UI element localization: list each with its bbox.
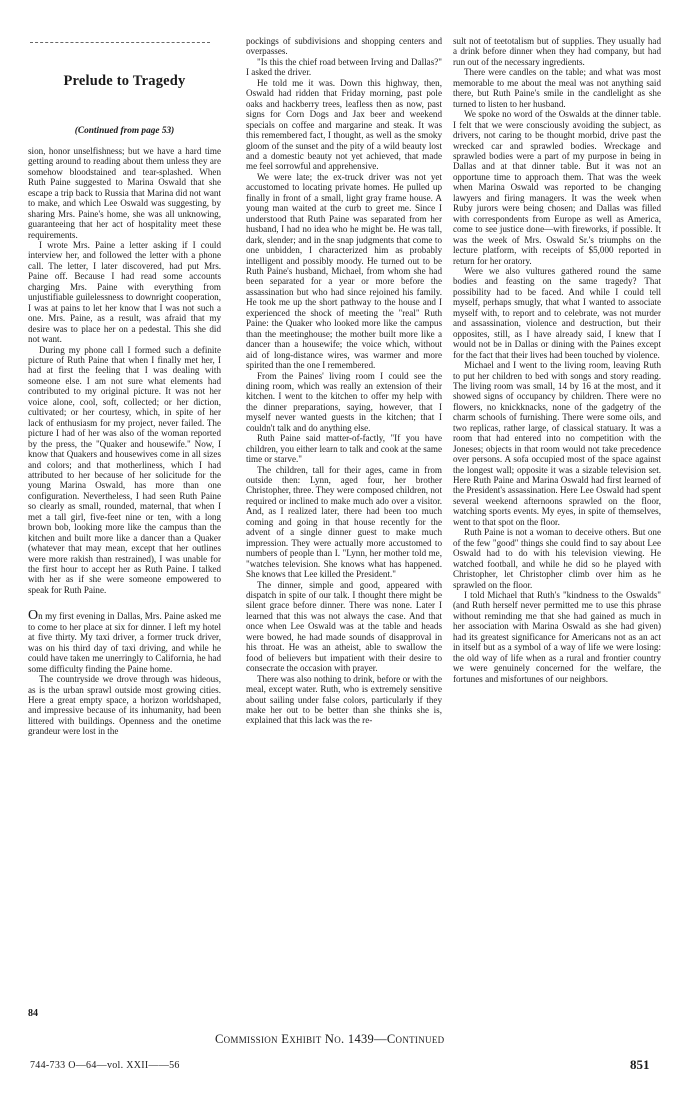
paragraph: The countryside we drove through was hideous, as is the urban sprawl outside most growing cities. Here a great empty space, a horizon worldshaped, and impressive because of its inhumanity, had been littered with buildings. Openness and the onetime grandeur were lost in the [28, 674, 221, 737]
paragraph: There were candles on the table; and what was most memorable to me about the meal was not anything said there, but Ruth Paine's smile in the candlelight as she turned to listen to her husband. [453, 67, 661, 109]
page-number: 851 [630, 1057, 650, 1072]
paragraph: The children, tall for their ages, came in from outside then: Lynn, aged four, her brother Christopher, three. They were composed children, not required or inclined to make much ado over a visitor. And, as I realized later, there had been too much coming and going in that house recently for the advent of a single dinner guest to make much impression. They were actually more accustomed to numbers of people than I. "Lynn, her mother told me, "watches television. She knows what has happened. She knows that Lee killed the President." [246, 464, 442, 580]
paragraph: Ruth Paine said matter-of-factly, "If you have children, you either learn to talk and cook at the same time or starve." [246, 433, 442, 465]
paragraph: He told me it was. Down this highway, then, Oswald had ridden that Friday morning, past pole oaks and hackberry trees, leafless then as now, past signs for Corn Dogs and Jax beer and weekend specials on coffee and margarine and steak. It was this remembered fact, I thought, as well as the smoky gloom of the sunset and the pity of a wild beauty lost and a domestic beauty not yet achieved, that made me feel sorrowful and apprehensive. [246, 77, 442, 172]
column-right [453, 36, 661, 1026]
paragraph: There was also nothing to drink, before or with the meal, except water. Ruth, who is extremely sensitive about sailing under false colors, particularly if they make her out to be better than she thinks she is, explained that this lack was the re- [246, 673, 442, 726]
paragraph: During my phone call I formed such a definite picture of Ruth Paine that when I finally met her, I had at first the feeling that I was dealing with someone else. I am not sure what elements had contributed to my original picture. It was not her voice alone, cool, soft, collected; or her diction, cultivated; or her courtesy, which, in spite of her lack of enthusiasm for my project, never failed. The picture I had of her was also of the woman reported by the press, the "Quaker and housewife." Now, I know that Quakers and housewives come in all sizes and colors; and that motherliness, which I had attributed to her because of her solicitude for the young Marina Oswald, has more than one configuration. Nevertheless, I had seen Ruth Paine so clearly as small, rounded, maternal, that when I met a tall girl, five-feet nine or ten, with a long brown bob, looking more like the campus than the kitchen and built more like a dancer than a Quaker (whatever that may mean, except that her outlines were more rakish than restrained), I was unable for the first hour to accept her as Ruth Paine. I talked with her as if she were someone empowered to speak for Ruth Paine. [28, 344, 221, 595]
paragraph: "Is this the chief road between Irving and Dallas?" I asked the driver. [246, 56, 442, 78]
paragraph: sion, honor unselfishness; but we have a hard time getting around to reading about them unless they are somehow bloodstained and tear-splashed. When Ruth Paine suggested to Marina Oswald that she escape a trip back to Russia that Marina did not want to make, and which Lee Oswald was suggesting, by sharing Mrs. Paine's home, she was all unknowing, guaranteeing that her act of hospitality meet these requirements. [28, 145, 221, 240]
paragraph: pockings of subdivisions and shopping centers and overpasses. [246, 36, 442, 57]
paragraph: Michael and I went to the living room, leaving Ruth to put her children to bed with songs and story reading. The living room was small, 14 by 16 at the most, and it showed signs of occupancy by children. There were no flowers, no knickknacks, none of the gadgetry of the charm schools of furnishing. There were some oils, and two replicas, rather large, of classical statuary. It was a room that had entered into no competition with the Joneses; objects in that room would not take precedence over persons. A sofa occupied most of the space against the longest wall; opposite it was a sizable television set. Here Ruth Paine and Marina Oswald had first learned of the President's assassination. Here Lee Oswald had spent several weekend afternoons sprawled on the floor, watching sports events. My eyes, in spite of themselves, went to that spot on the floor. [453, 360, 661, 527]
paragraph: The dinner, simple and good, appeared with dispatch in spite of our talk. I thought there might be silent grace before dinner. There was none. Later I learned that this was not always the case. And that once when Lee Oswald was at the table and heads were bowed, he had made sounds of disapproval in his throat. He was an atheist, able to swallow the food of believers but impatient with their desire to consecrate the occasion with prayer. [246, 579, 442, 674]
print-line: 744-733 O—64—vol. XXII——56 [30, 1060, 180, 1071]
paragraph: sult not of teetotalism but of supplies. They usually had a drink before dinner when they had company, but had run out of the necessary ingredients. [453, 36, 661, 67]
paragraph: Ruth Paine is not a woman to deceive others. But one of the few "good" things she could find to say about Lee Oswald had to do with his television viewing. He watched football, and while he did so he played with Christopher, let Christopher climb over him as he sprawled on the floor. [453, 527, 661, 590]
paragraph: I told Michael that Ruth's "kindness to the Oswalds" (and Ruth herself never permitted me to use this phrase without reminding me that she had gained as much in her association with Marina Oswald as she had given) had its greatest significance for Americans not as an act in itself but as a symbol of a way of life we were losing: the old way of life when as a rural and frontier country we were genuinely concerned for the welfare, the fortunes and misfortunes of our neighbors. [453, 590, 661, 684]
paragraph: We were late; the ex-truck driver was not yet accustomed to locating private homes. He pulled up finally in front of a small, light gray frame house. A young man waited at the curb to greet me. Since I understood that Ruth Paine was separated from her husband, I had no idea who he might be. He was tall, dark, slender; and in the snap judgments that come to one unbidden, I characterized him as probably intelligent and possibly moody. He turned out to be Ruth Paine's husband, Michael, from whom she had been separated for a year or more before the assassination but who had since rejoined his family. He took me up the short pathway to the house and I experienced the shock of meeting the "real" Ruth Paine: the Quaker who looked more like the campus than the meetinghouse; the mother built more like a dancer than a housewife; the voice which, without aid of long-distance wires, was warmer and more spirited than the one I remembered. [246, 171, 442, 371]
paragraph: From the Paines' living room I could see the dining room, which was really an extension of their kitchen. I went to the kitchen to offer my help with the dinner preparations, saying, however, that I myself never wanted guests in the kitchen; that I couldn't talk and do anything else. [246, 370, 442, 433]
paragraph: I wrote Mrs. Paine a letter asking if I could interview her, and followed the letter with a phone call. The letter, I later discovered, had put Mrs. Paine off. Because I had read some accounts charging Mrs. Paine with everything from unjustifiable guilelessness to downright cooperation, I was at pains to let her know that I was not such a one. Mrs. Paine, as a result, was afraid that my desire was to place her on a pedestal. This she did not want. [28, 239, 221, 345]
magazine-page-number: 84 [28, 1008, 38, 1019]
continued-note: (Continued from page 53) [74, 126, 175, 137]
paragraph: Were we also vultures gathered round the same bodies and feasting on the same tragedy? That possibility had to be faced. And while I could tell myself, perhaps smugly, that what I wanted to associate myself with, to report and to celebrate, was not murder and assassination, violence and destruction, but their opposites, still, as I have already said, I knew that I would not be in Dallas or dining with the Paines except for the fact that their lives had been touched by violence. [453, 265, 661, 360]
column-middle [246, 36, 442, 1026]
paragraph: On my first evening in Dallas, Mrs. Paine asked me to come to her place at six for dinner. I left my hotel at five thirty. My taxi driver, a former truck driver, was on his third day of taxi driving, and while he could have taken me unerringly to California, he had some difficulty finding the Paine home. [28, 608, 221, 674]
exhibit-caption: Commission Exhibit No. 1439—Continued [215, 1032, 445, 1046]
article-title: Prelude to Tragedy [63, 73, 186, 89]
section-gap [28, 595, 221, 611]
column-left [28, 36, 221, 1026]
paragraph: We spoke no word of the Oswalds at the dinner table. I felt that we were consciously avoiding the subject, as drivers, not caring to be thought morbid, drive past the wrecked car and sprawled bodies. Wreckage and sprawled bodies were a part of my purpose in being in Dallas and at that dinner table. But it was not an opportune time to approach them. That was the week when Marina Oswald was reported to be changing lawyers and firing managers. It was the week when Ruby jurors were being chosen; and Dallas was filled with correspondents from Europe as well as America, come to see justice done—with fireworks, if possible. It was the week of Mrs. Oswald Sr.'s triumphs on the lecture platform, with receipts of $5,000 reported in return for her oratory. [453, 109, 661, 266]
